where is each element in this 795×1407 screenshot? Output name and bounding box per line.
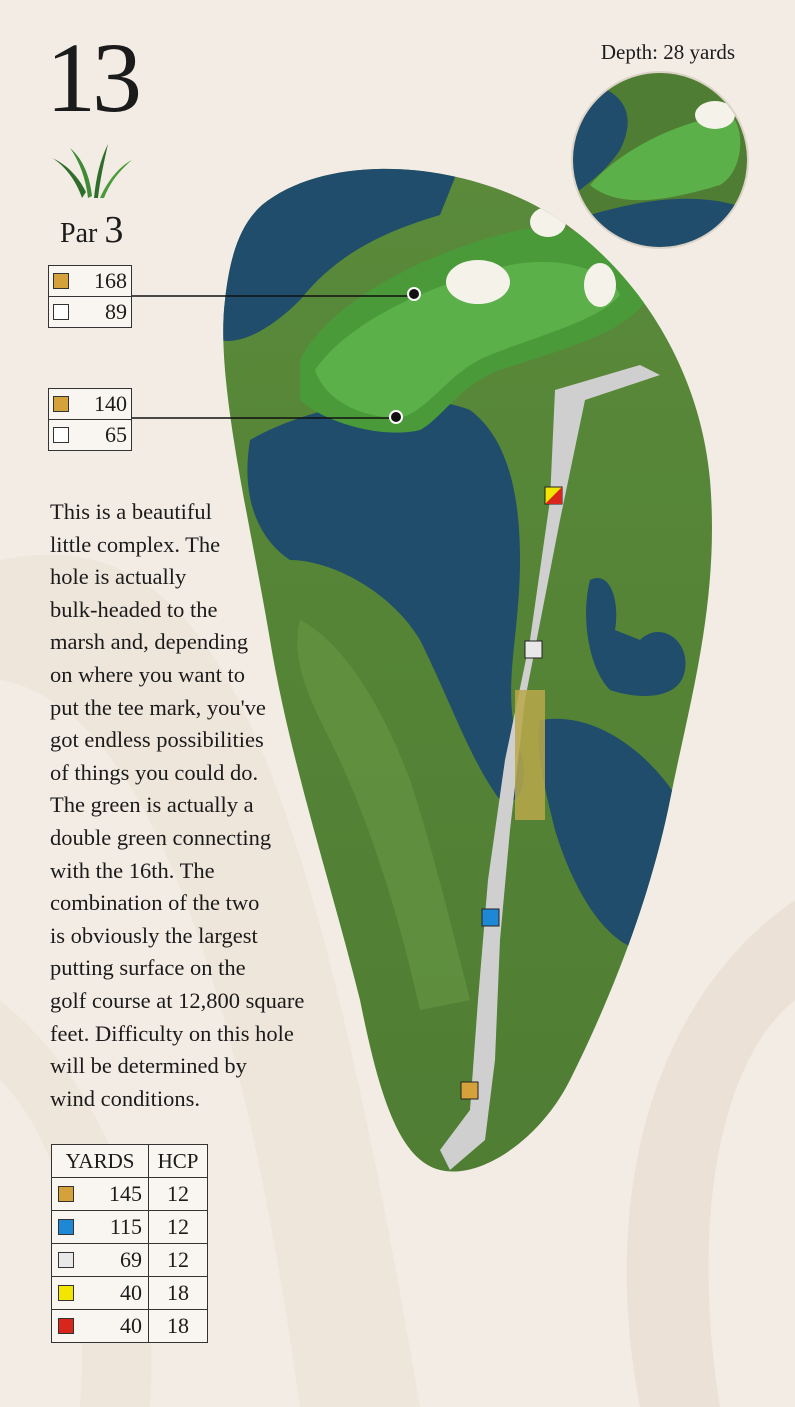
description-line: golf course at 12,800 square [50,987,305,1013]
table-row [52,1310,208,1343]
depth-label: Depth: 28 yards [600,40,735,64]
description-line: got endless possibilities [50,727,264,753]
description-line: combination of the two [50,890,260,916]
table-row [52,1244,208,1277]
yards-value: 145 [109,1181,142,1206]
distance-value: 65 [105,422,127,447]
yards-value: 40 [120,1280,142,1305]
distance-row [49,389,131,419]
yards-value: 40 [120,1313,142,1338]
tee-color-swatch [53,396,69,412]
description-line: putting surface on the [50,955,246,981]
description-line: little complex. The [50,531,221,557]
grass-logo-icon [52,140,132,200]
tee-color-swatch [53,304,69,320]
tee-color-swatch [58,1285,74,1301]
description-line: is obviously the largest [50,922,258,948]
hcp-value: 12 [149,1211,208,1244]
tee-color-swatch [58,1186,74,1202]
tee-color-swatch [58,1318,74,1334]
hcp-value: 18 [149,1277,208,1310]
description-line: with the 16th. The [50,857,215,883]
tee-color-swatch [53,427,69,443]
description-line: marsh and, depending [50,629,249,655]
tee-color-swatch [58,1219,74,1235]
hcp-value: 12 [149,1178,208,1211]
distance-row [49,296,131,327]
table-row [52,1178,208,1211]
pin-distance-front [48,265,132,328]
yardage-table [51,1144,208,1343]
yards-header: YARDS [52,1145,149,1178]
yards-value: 115 [109,1214,142,1239]
table-row [52,1277,208,1310]
yards-value: 69 [120,1247,142,1272]
par-value: 3 [104,209,124,251]
description-line: will be determined by [50,1053,247,1079]
description-line: double green connecting [50,824,272,850]
tee-color-swatch [58,1252,74,1268]
table-header [52,1145,208,1178]
distance-value: 140 [94,391,127,416]
description-line: on where you want to [50,661,245,687]
description-line: feet. Difficulty on this hole [50,1020,294,1046]
hcp-value: 12 [149,1244,208,1277]
hcp-value: 18 [149,1310,208,1343]
description-line: of things you could do. [50,759,259,785]
table-row [52,1211,208,1244]
hcp-header: HCP [149,1145,208,1178]
distance-value: 89 [105,299,127,324]
description-line: bulk-headed to the [50,596,218,622]
par-label [60,208,123,252]
distance-value: 168 [94,268,127,293]
hole-description [50,496,350,1115]
description-line: wind conditions. [50,1085,200,1111]
distance-row [49,419,131,450]
description-line: The green is actually a [50,792,254,818]
description-line: put the tee mark, you've [50,694,266,720]
tee-color-swatch [53,273,69,289]
par-text: Par [60,218,98,249]
description-line: This is a beautiful [50,499,212,524]
pin-distance-back [48,388,132,451]
hole-number: 13 [46,22,138,133]
description-line: hole is actually [50,564,187,590]
distance-row [49,266,131,296]
